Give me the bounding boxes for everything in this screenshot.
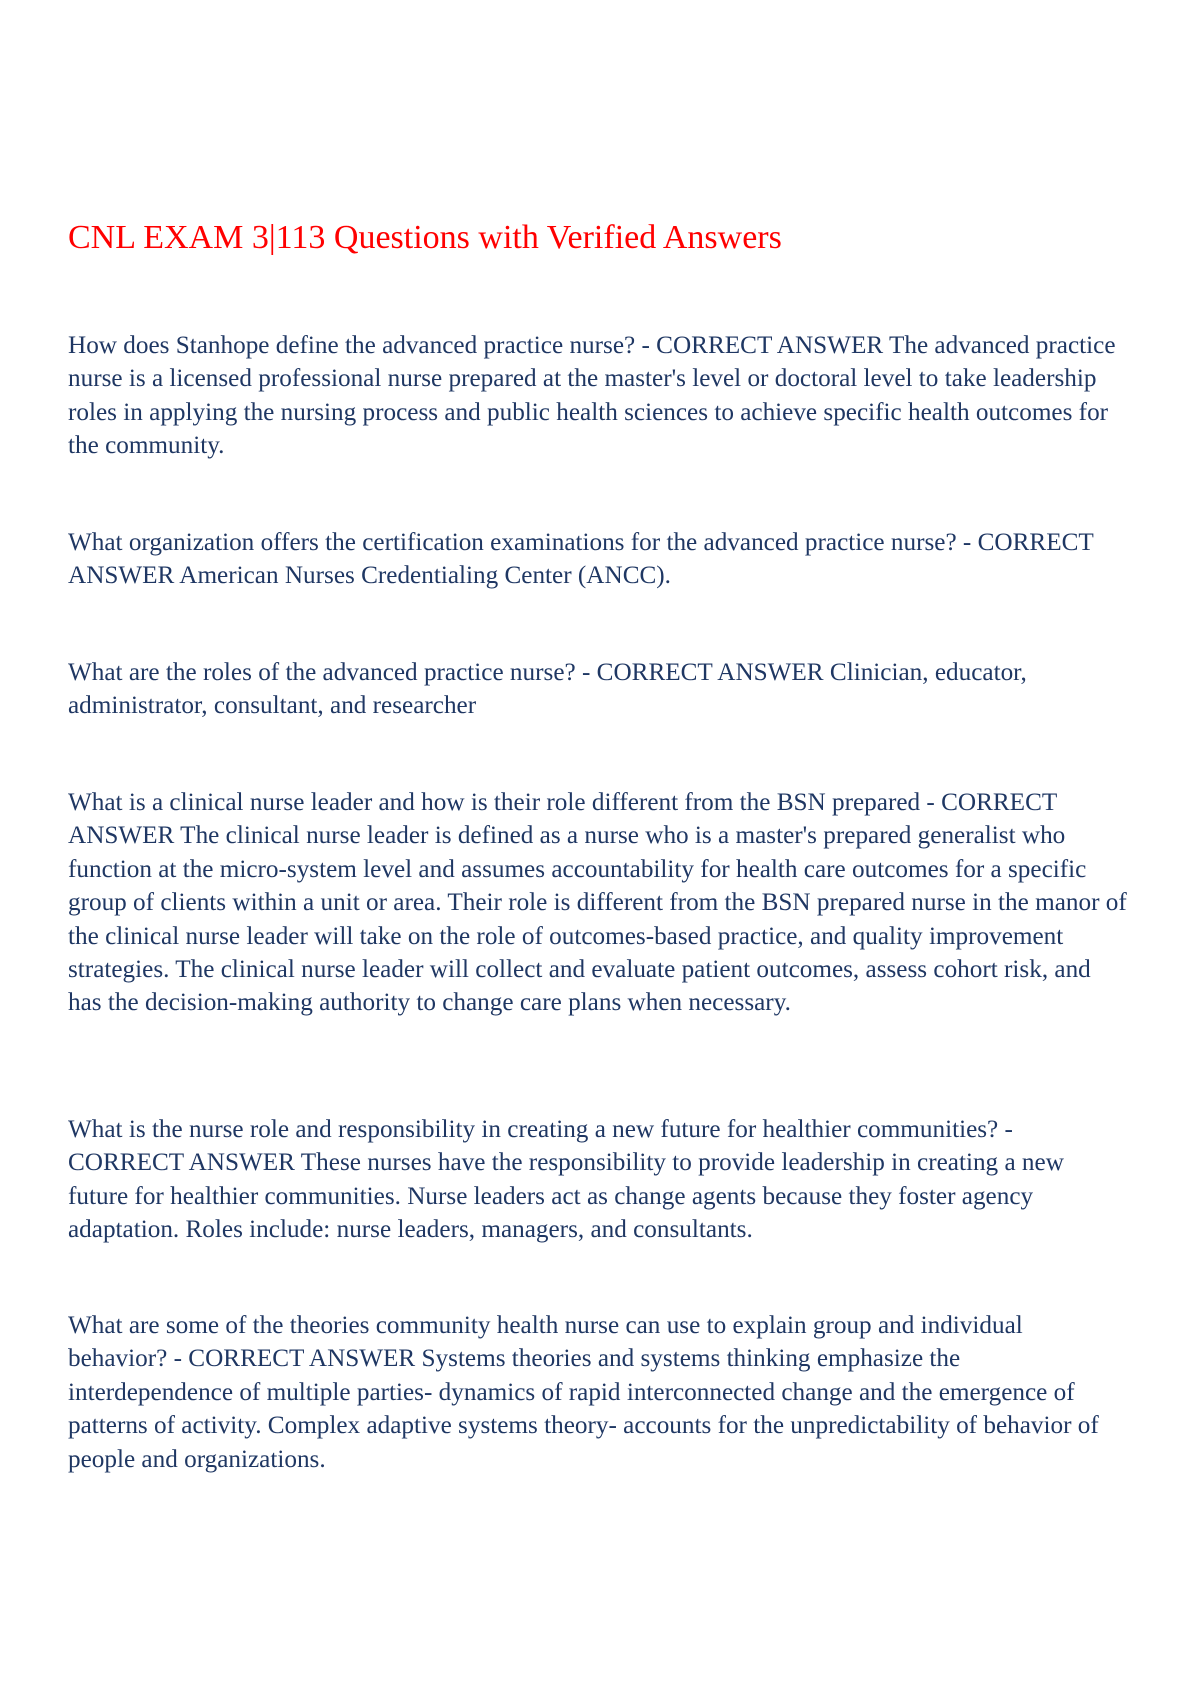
document-title: CNL EXAM 3|113 Questions with Verified Answers — [68, 219, 782, 256]
question-answer-item: What are the roles of the advanced practice nurse? - CORRECT ANSWER Clinician, educator, administrator, consultant, and researcher — [68, 659, 1027, 720]
question-answer-item: What are some of the theories community health nurse can use to explain group and individual behavior? - CORRECT ANSWER Systems theories and systems thinking emphasize the interdependence of multiple parties- dynamics of rapid interconnected change and the emergence of patterns of activity. Complex adaptive systems theory- accounts for the unpredictability of behavior of people and organizations. — [68, 1312, 1099, 1473]
question-answer-item: What organization offers the certification examinations for the advanced practice nurse? - CORRECT ANSWER American Nurses Credentialing Center (ANCC). — [68, 529, 1094, 590]
question-answer-item: What is the nurse role and responsibility in creating a new future for healthier communities? - CORRECT ANSWER These nurses have the responsibility to provide leadership in creating a new future for healthier communities. Nurse leaders act as change agents because they foster agency adaptation. Roles include: nurse leaders, managers, and consultants. — [68, 1116, 1064, 1244]
question-answer-item: What is a clinical nurse leader and how is their role different from the BSN prepared - CORRECT ANSWER The clinical nurse leader is defined as a nurse who is a master's prepared generalist who function at the micro-system level and assumes accountability for health care outcomes for a specific group of clients within a unit or area. Their role is different from the BSN prepared nurse in the manor of the clinical nurse leader will take on the role of outcomes-based practice, and quality improvement strategies. The clinical nurse leader will collect and evaluate patient outcomes, assess cohort risk, and has the decision-making authority to change care plans when necessary. — [68, 789, 1127, 1017]
question-answer-item: How does Stanhope define the advanced practice nurse? - CORRECT ANSWER The advanced practice nurse is a licensed professional nurse prepared at the master's level or doctoral level to take leadership roles in applying the nursing process and public health sciences to achieve specific health outcomes for the community. — [68, 332, 1116, 460]
